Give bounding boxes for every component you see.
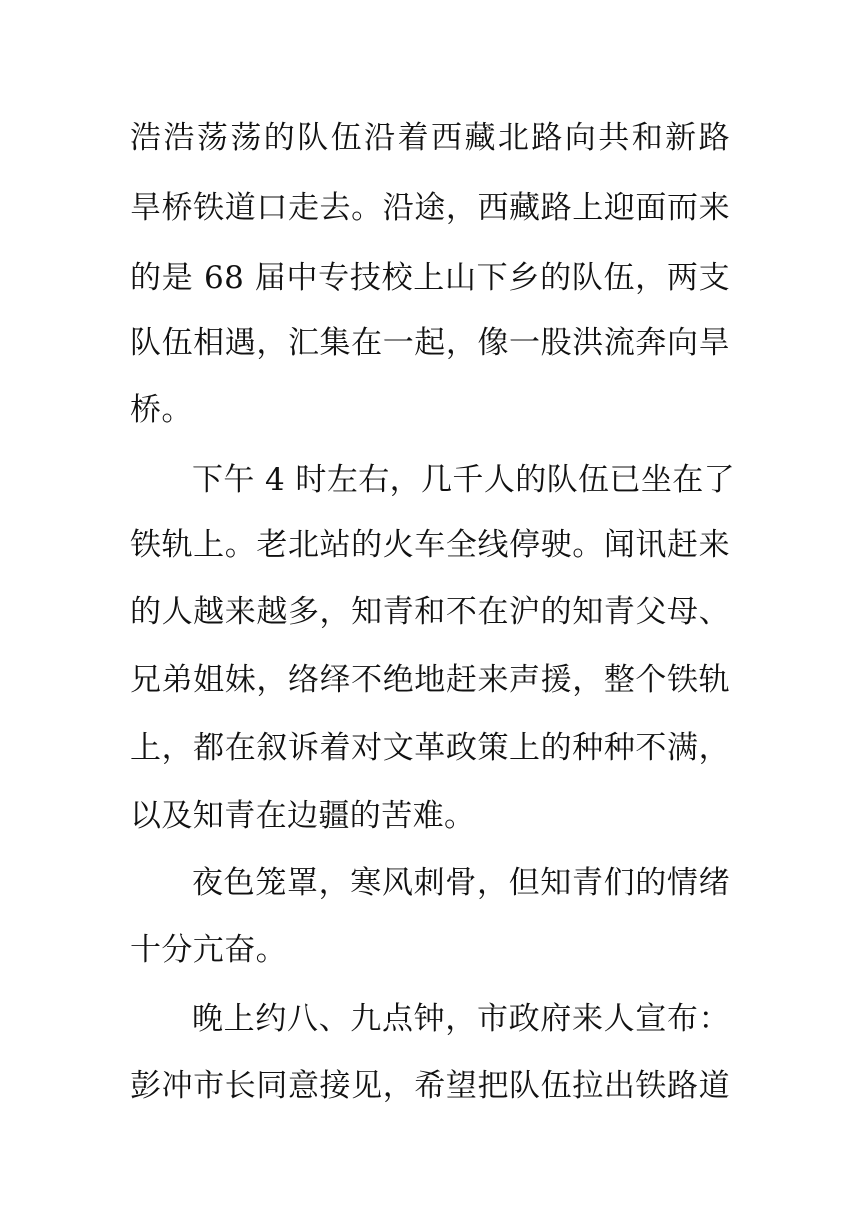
text-line: 的人越来越多，知青和不在沪的知青父母、: [130, 594, 730, 630]
text-line: 十分亢奋。: [130, 932, 287, 968]
text-line: 兄弟姐妹，络绎不绝地赶来声援，整个铁轨: [130, 662, 730, 698]
text-line: 彭冲市长同意接见，希望把队伍拉出铁路道: [130, 1068, 730, 1104]
paragraph-first-line: 晚上约八、九点钟，市政府来人宣布：: [192, 1001, 730, 1037]
text-line: 浩浩荡荡的队伍沿着西藏北路向共和新路: [130, 120, 730, 156]
text-line: 铁轨上。老北站的火车全线停驶。闻讯赶来: [130, 527, 730, 563]
text-line: 旱桥铁道口走去。沿途，西藏路上迎面而来: [130, 190, 730, 226]
text-line: 以及知青在边疆的苦难。: [130, 798, 476, 834]
paragraph-first-line: 下午 4 时左右，几千人的队伍已坐在了: [192, 462, 736, 498]
text-line: 桥。: [130, 392, 193, 428]
paragraph-first-line: 夜色笼罩，寒风刺骨，但知青们的情绪: [192, 865, 730, 901]
text-line: 的是 68 届中专技校上山下乡的队伍，两支: [130, 260, 730, 296]
text-line: 队伍相遇，汇集在一起，像一股洪流奔向旱: [130, 325, 730, 361]
text-line: 上，都在叙诉着对文革政策上的种种不满，: [130, 730, 730, 766]
